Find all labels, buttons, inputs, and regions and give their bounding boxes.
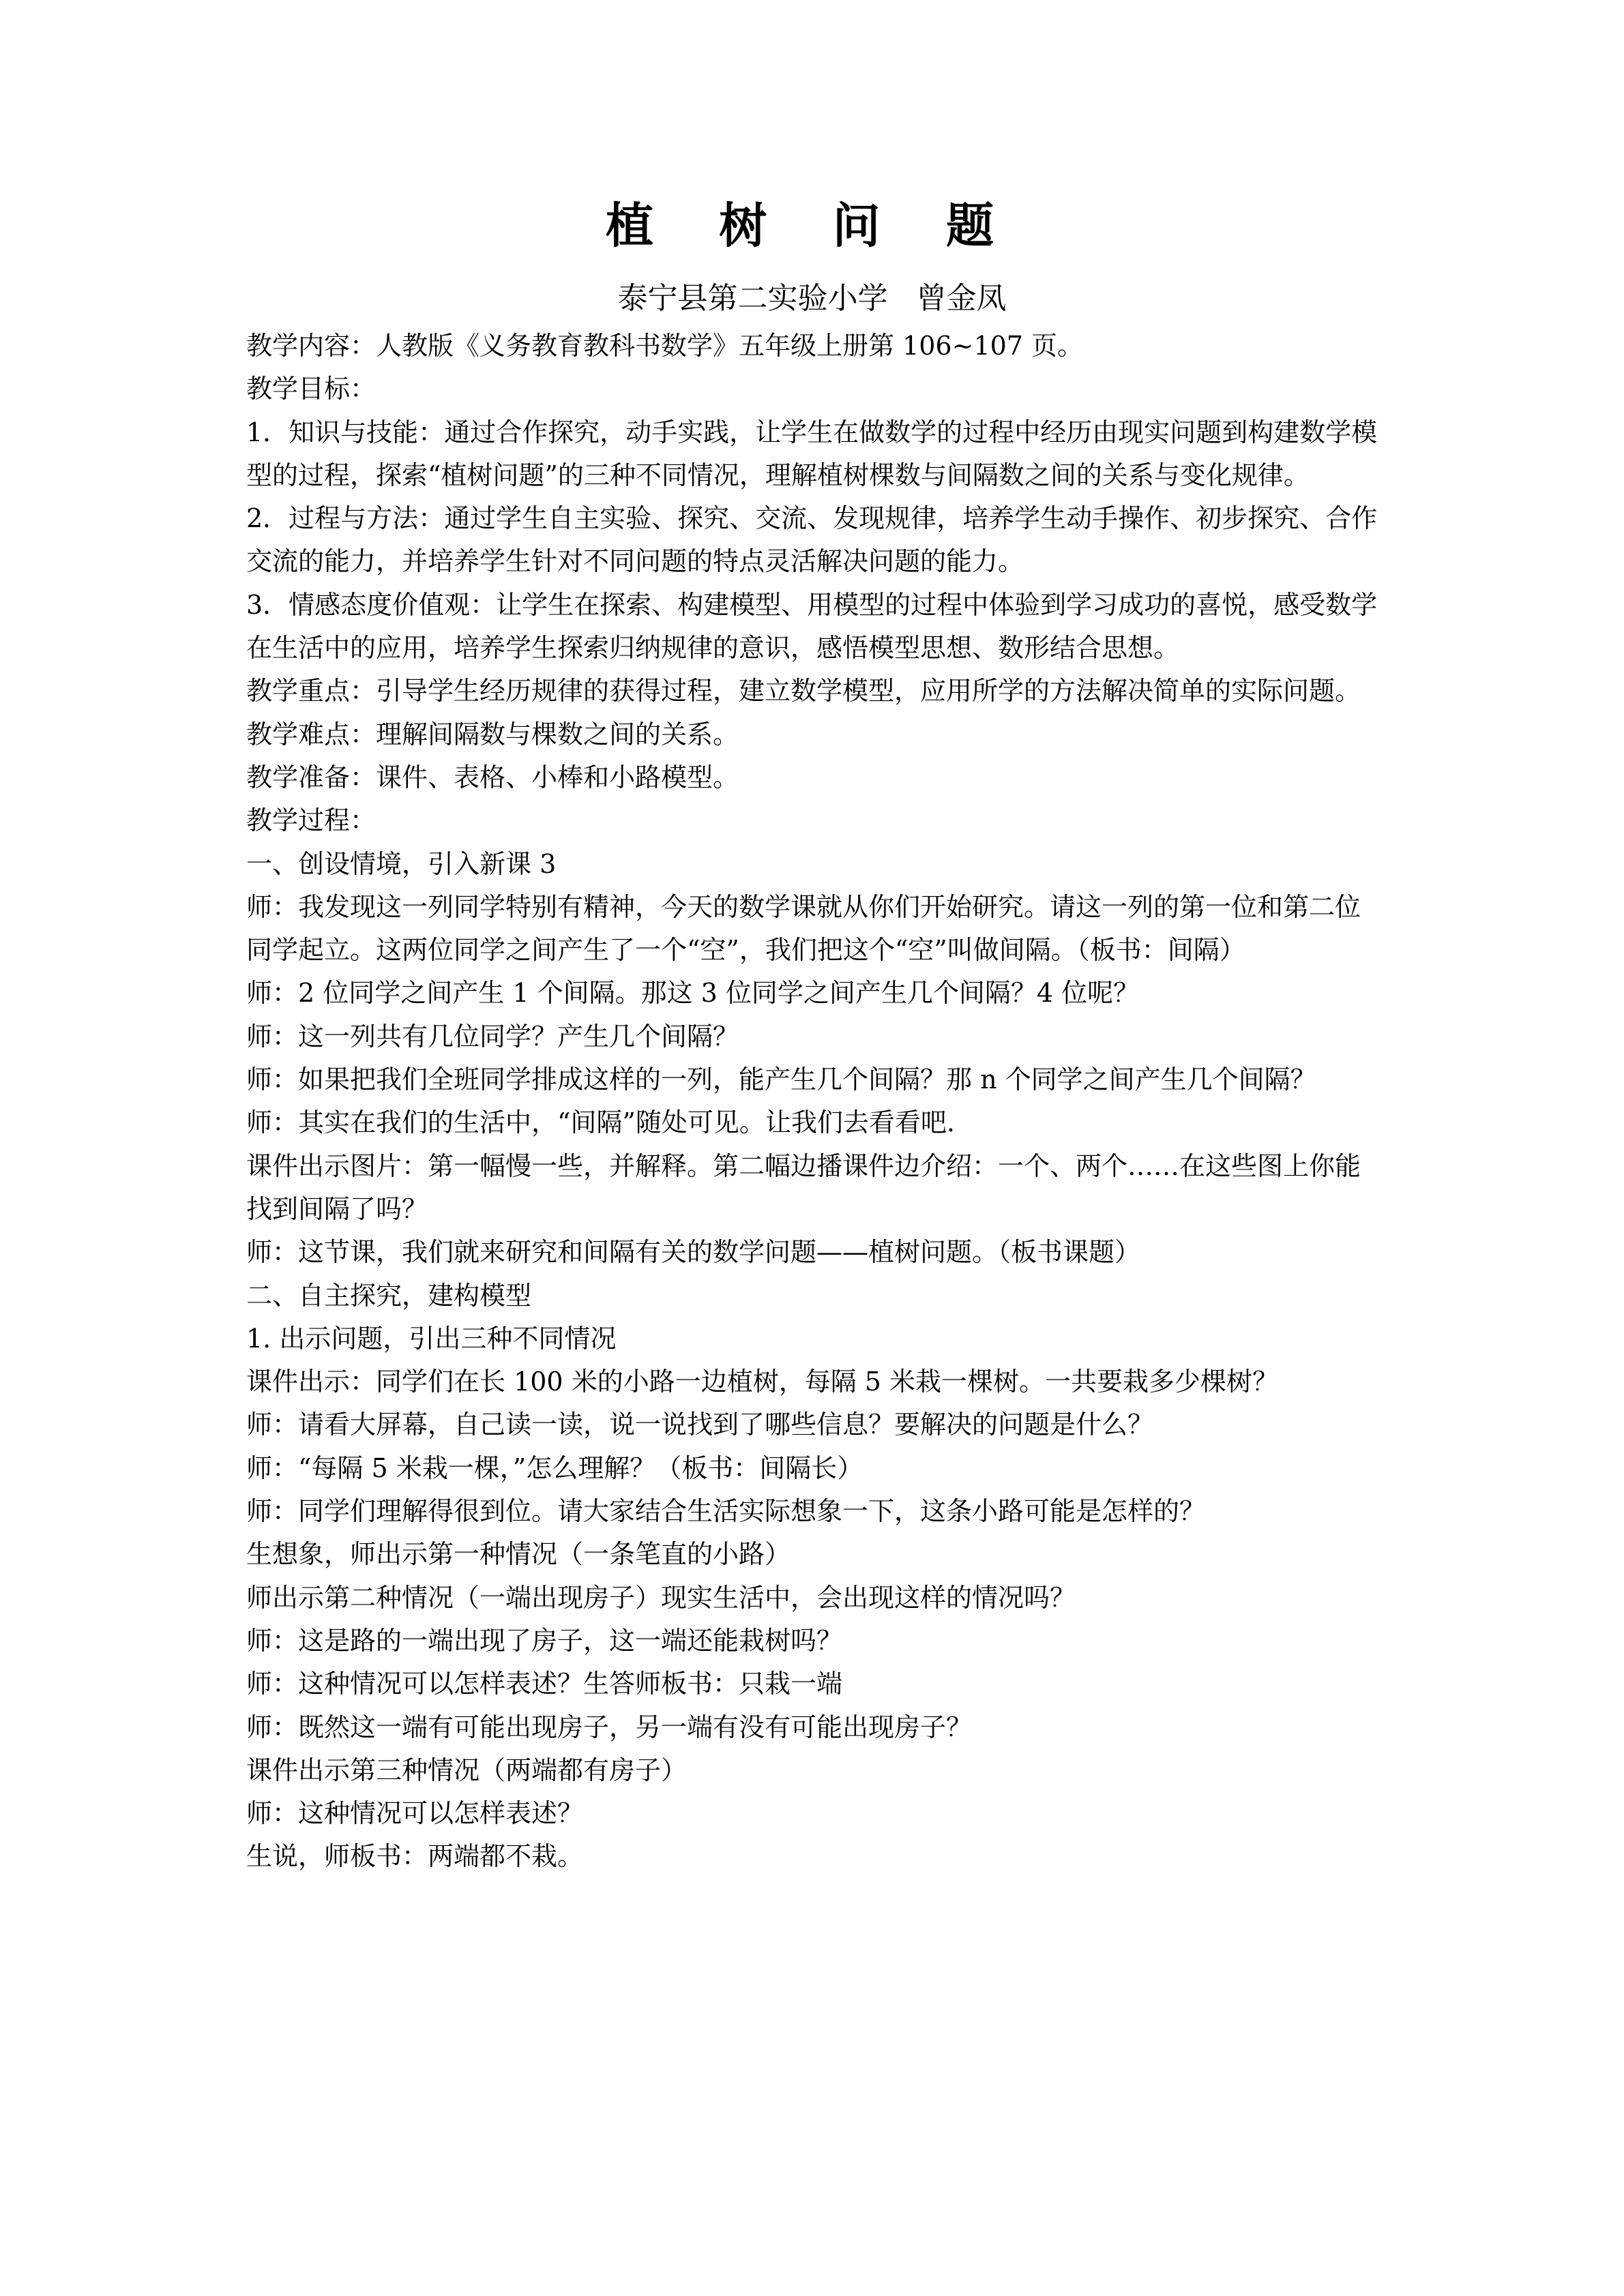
paragraph: 教学准备：课件、表格、小棒和小路模型。 [246,762,739,792]
paragraph: 师：请看大屏幕，自己读一读，说一说找到了哪些信息？要解决的问题是什么？ [246,1410,1154,1440]
paragraph: 生想象，师出示第一种情况（一条笔直的小路） [246,1539,791,1570]
paragraph: 课件出示第三种情况（两端都有房子） [246,1755,688,1785]
paragraph: 师：这节课，我们就来研究和间隔有关的数学问题——植树问题。（板书课题） [246,1237,1141,1268]
paragraph: 课件出示图片：第一幅慢一些，并解释。第二幅边播课件边介绍：一个、两个……在这些图上你能找到间隔了吗？ [246,1150,1361,1224]
paragraph: 师：2 位同学之间产生 1 个间隔。那这 3 位同学之间产生几个间隔？4 位呢？ [246,978,1140,1009]
paragraph: 课件出示：同学们在长 100 米的小路一边植树，每隔 5 米栽一棵树。一共要栽多少棵树？ [246,1367,1279,1397]
paragraph: 2．过程与方法：通过学生自主实验、探究、交流、发现规律，培养学生动手操作、初步探究、合作交流的能力，并培养学生针对不同问题的特点灵活解决问题的能力。 [246,503,1378,577]
paragraph: 教学难点：理解间隔数与棵数之间的关系。 [246,719,739,749]
document-body [246,325,1378,1879]
paragraph: 师：既然这一端有可能出现房子，另一端有没有可能出现房子？ [246,1712,973,1742]
document-title: 植 树 问 题 [605,198,1019,254]
document-author: 泰宁县第二实验小学 曾金凤 [617,281,1007,316]
paragraph: 教学过程： [246,805,377,836]
paragraph: 师：这种情况可以怎样表述？ [246,1798,584,1829]
paragraph: 教学目标： [246,374,377,404]
paragraph: 师：同学们理解得很到位。请大家结合生活实际想象一下，这条小路可能是怎样的？ [246,1496,1206,1527]
paragraph: 1．知识与技能：通过合作探究，动手实践，让学生在做数学的过程中经历由现实问题到构建数学模型的过程，探索“植树问题”的三种不同情况，理解植树棵数与间隔数之间的关系与变化规律。 [246,417,1378,490]
paragraph: 师：这是路的一端出现了房子，这一端还能栽树吗？ [246,1625,843,1656]
paragraph: 1. 出示问题，引出三种不同情况 [246,1323,617,1354]
paragraph: 师：这种情况可以怎样表述？生答师板书：只栽一端 [246,1669,843,1699]
section-heading: 二、自主探究，建构模型 [246,1280,532,1311]
paragraph: 教学重点：引导学生经历规律的获得过程，建立数学模型，应用所学的方法解决简单的实际问题。 [246,676,1361,706]
section-heading: 一、创设情境，引入新课 3 [246,848,557,879]
paragraph: 师出示第二种情况（一端出现房子）现实生活中，会出现这样的情况吗？ [246,1582,1076,1613]
paragraph: 师：我发现这一列同学特别有精神，今天的数学课就从你们开始研究。请这一列的第一位和第二位同学起立。这两位同学之间产生了一个“空”，我们把这个“空”叫做间隔。（板书：间隔） [246,891,1361,966]
paragraph: 3．情感态度价值观：让学生在探索、构建模型、用模型的过程中体验到学习成功的喜悦，感受数学在生活中的应用，培养学生探索归纳规律的意识，感悟模型思想、数形结合思想。 [246,589,1378,664]
paragraph: 生说，师板书：两端都不栽。 [246,1841,584,1872]
paragraph: 教学内容：人教版《义务教育教科书数学》五年级上册第 106~107 页。 [246,331,1084,361]
paragraph: 师：其实在我们的生活中，“间隔”随处可见。让我们去看看吧. [246,1107,955,1138]
paragraph: 师：“每隔 5 米栽一棵，”怎么理解？（板书：间隔长） [246,1452,863,1483]
paragraph: 师：这一列共有几位同学？产生几个间隔？ [246,1021,739,1052]
paragraph: 师：如果把我们全班同学排成这样的一列，能产生几个间隔？那 n 个同学之间产生几个间隔？ [246,1064,1316,1095]
